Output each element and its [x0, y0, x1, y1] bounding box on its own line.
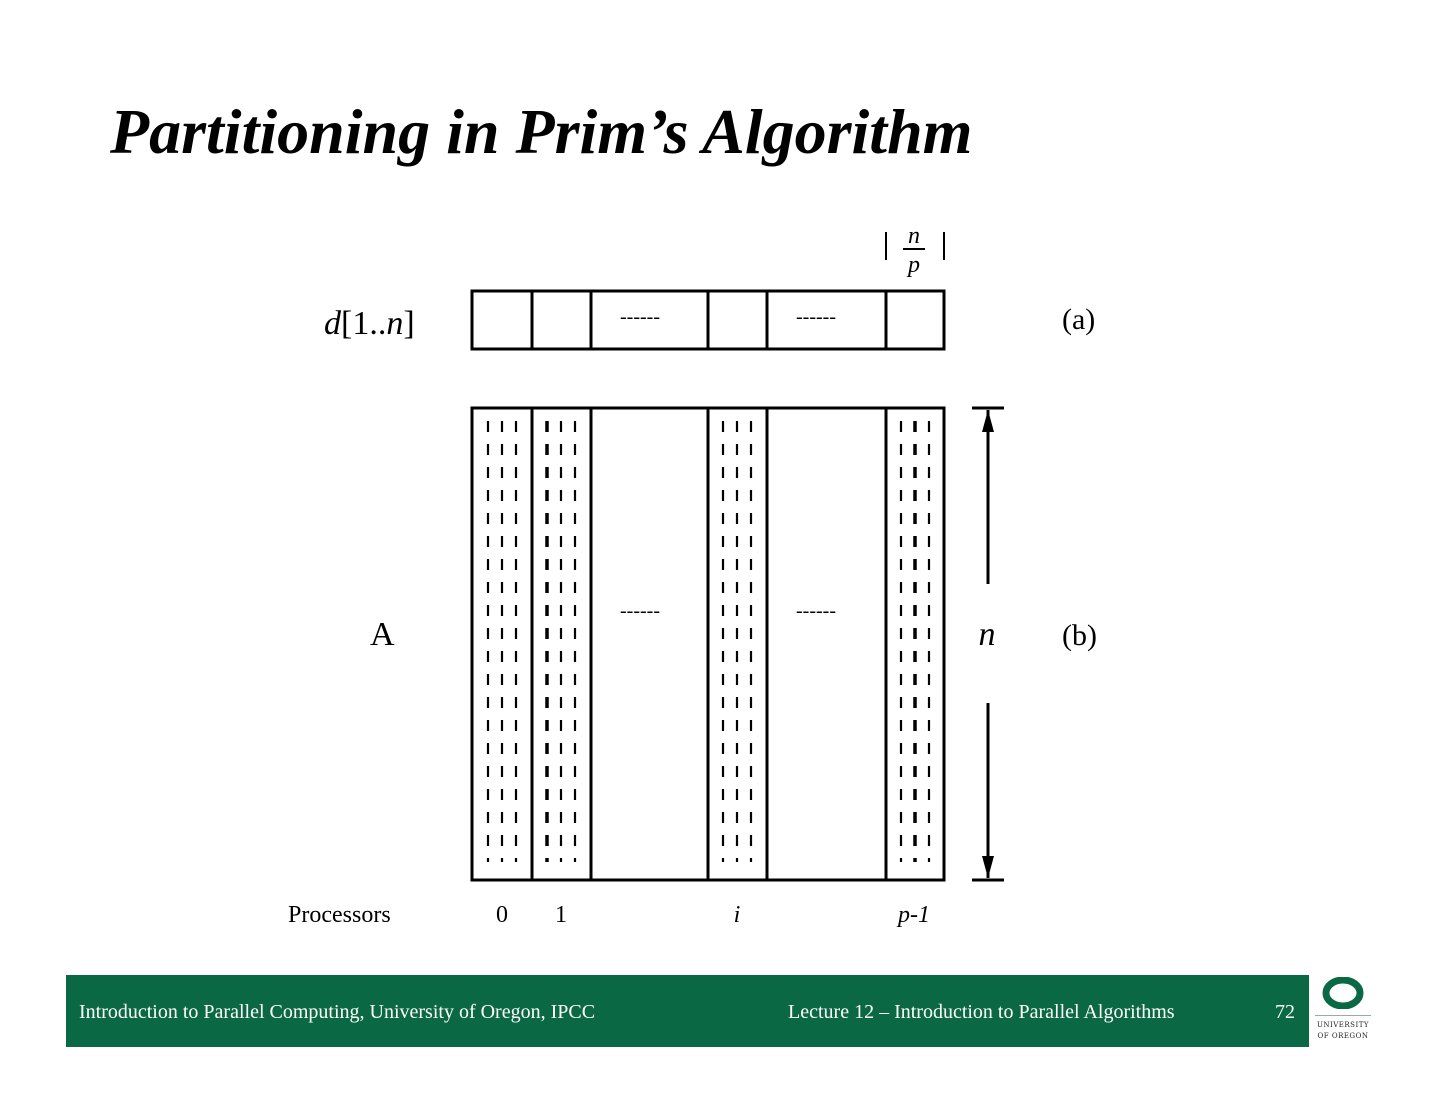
- part-b-label: (b): [1062, 619, 1097, 652]
- matrix-ellipsis-2: ------: [796, 600, 836, 622]
- footer-course: Introduction to Parallel Computing, University of Oregon, IPCC: [79, 1001, 596, 1023]
- university-logo: [1313, 977, 1373, 1047]
- processor-0: 0: [496, 902, 508, 928]
- footer-bar: [66, 975, 1309, 1047]
- processor-i: i: [733, 902, 741, 928]
- vector-label: [324, 305, 415, 342]
- page-number: 72: [1275, 1001, 1295, 1023]
- logo-line-2: OF OREGON: [1317, 1032, 1369, 1040]
- vector-label-range: [1..: [341, 305, 387, 342]
- processor-1: 1: [555, 902, 567, 928]
- fraction-denominator: p: [908, 252, 920, 278]
- vector-ellipsis-1: ------: [620, 306, 660, 328]
- processors-label: Processors: [288, 902, 391, 928]
- matrix-ellipsis-1: ------: [620, 600, 660, 622]
- vector-ellipsis-2: ------: [796, 306, 836, 328]
- vector-label-n: n: [386, 305, 404, 342]
- footer-lecture: Lecture 12 – Introduction to Parallel Algorithms: [788, 1001, 1175, 1023]
- logo-line-1: UNIVERSITY: [1316, 1021, 1370, 1029]
- processor-p-1: p-1: [898, 902, 930, 928]
- vector-label-close: ]: [403, 305, 415, 342]
- matrix-label: A: [370, 616, 395, 653]
- slide-title: Partitioning in Prim’s Algorithm: [110, 96, 973, 167]
- fraction-numerator: n: [908, 223, 920, 249]
- vector-label-var: d: [324, 305, 341, 342]
- logo-divider: [1315, 1015, 1371, 1016]
- part-a-label: (a): [1062, 303, 1096, 336]
- block-size-annotation: [886, 223, 944, 278]
- oregon-o-icon: [1322, 977, 1364, 1009]
- vector-d: [472, 291, 944, 349]
- matrix-height-label: n: [978, 616, 996, 653]
- matrix-a: [472, 408, 944, 880]
